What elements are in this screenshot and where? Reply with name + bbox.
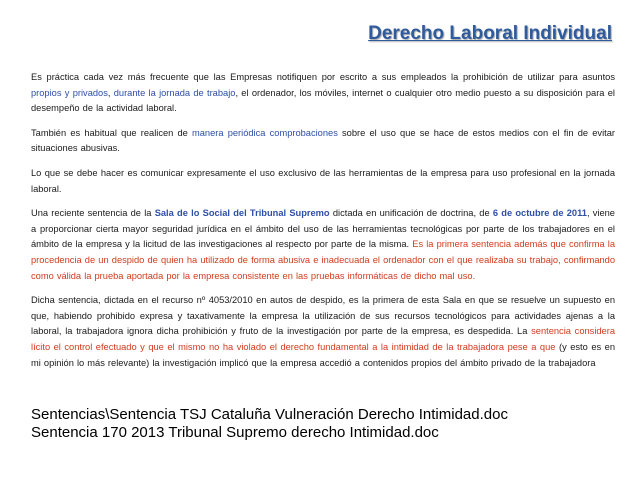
p4-highlight-court: Sala de lo Social del Tribunal Supremo (154, 208, 330, 219)
p2-highlight-1: manera periódica comprobaciones (192, 127, 338, 138)
p1-text-1: Es práctica cada vez más frecuente que las Empresas notifiquen por escrito a sus empleados la prohibición de utilizar para asuntos (31, 72, 615, 82)
p4-red-text: Es la primera sentencia además que confirma la procedencia de un despido de quien ha utilizado de forma abusiva e inadecuada el ordenador con el que realizaba su trabajo, confirmando como válida la prueba aportada por la empresa consistente en las pruebas informáticas de dicho mal uso. (31, 239, 616, 281)
p1-text-2: , (107, 87, 114, 98)
p4-text-2: dictada en unificación de doctrina, de (329, 208, 493, 219)
slide-body (31, 70, 615, 380)
p5-red-text: sentencia considera lícito el control efectuado y que el mismo no ha violado el derecho fundamental a la intimidad de la trabajadora pese a que (31, 326, 615, 352)
p1-highlight-2: durante la jornada de trabajo (113, 87, 236, 98)
p4-text-1: Una reciente sentencia de la (31, 208, 155, 219)
slide-title: Derecho Laboral Individual (368, 23, 612, 44)
paragraph-2 (31, 126, 615, 157)
p1-text-3: , el ordenador, los móviles, internet o cualquier otro medio puesto a su disposición para el desempeño de la actividad laboral. (31, 87, 615, 114)
paragraph-5 (31, 293, 615, 371)
p1-highlight-1: propios y privados (31, 87, 108, 98)
p2-text-2: sobre el uso que se hace de estos medios con el fin de evitar situaciones abusivas. (31, 127, 615, 154)
paragraph-4 (31, 206, 615, 284)
p4-highlight-date: 6 de octubre de 2011 (492, 208, 587, 219)
p3-text-1: Lo que se debe hacer es comunicar expresamente el uso exclusivo de las herramientas de la empresa para uso profesional en la jornada laboral. (31, 167, 615, 194)
p4-text-3: , viene a proporcionar cierta mayor seguridad jurídica en el ámbito del uso de las herramientas tecnológicas por parte de los trabajadores en el ámbito de la empresa y la licitud de las investigaciones al respecto por parte de la misma. (31, 208, 615, 250)
p5-text-2: (y esto es en mi opinión lo más relevante) la investigación implicó que la empresa accedió a contenidos propios del ámbito privado de la trabajadora (31, 341, 615, 368)
p5-text-1: Dicha sentencia, dictada en el recurso nº 4053/2010 en autos de despido, es la primera de esta Sala en que se resuelve un supuesto en que, habiendo prohibido expresa y taxativamente la empresa la utilización de sus recursos tecnológicos para actividades ajenas a la laboral, la trabajadora ignora dicha prohibición y fruto de la investigación por parte de la empresa, es despedida. La (31, 295, 615, 337)
p2-text-1: También es habitual que realicen de (31, 127, 193, 138)
document-links (31, 406, 631, 442)
paragraph-3 (31, 166, 615, 197)
link-sentencia-170-2013[interactable]: Sentencia 170 2013 Tribunal Supremo derecho Intimidad.doc (31, 424, 439, 441)
paragraph-1 (31, 70, 615, 117)
link-sentencia-tsj[interactable]: Sentencias\Sentencia TSJ Cataluña Vulneración Derecho Intimidad.doc (31, 406, 508, 423)
